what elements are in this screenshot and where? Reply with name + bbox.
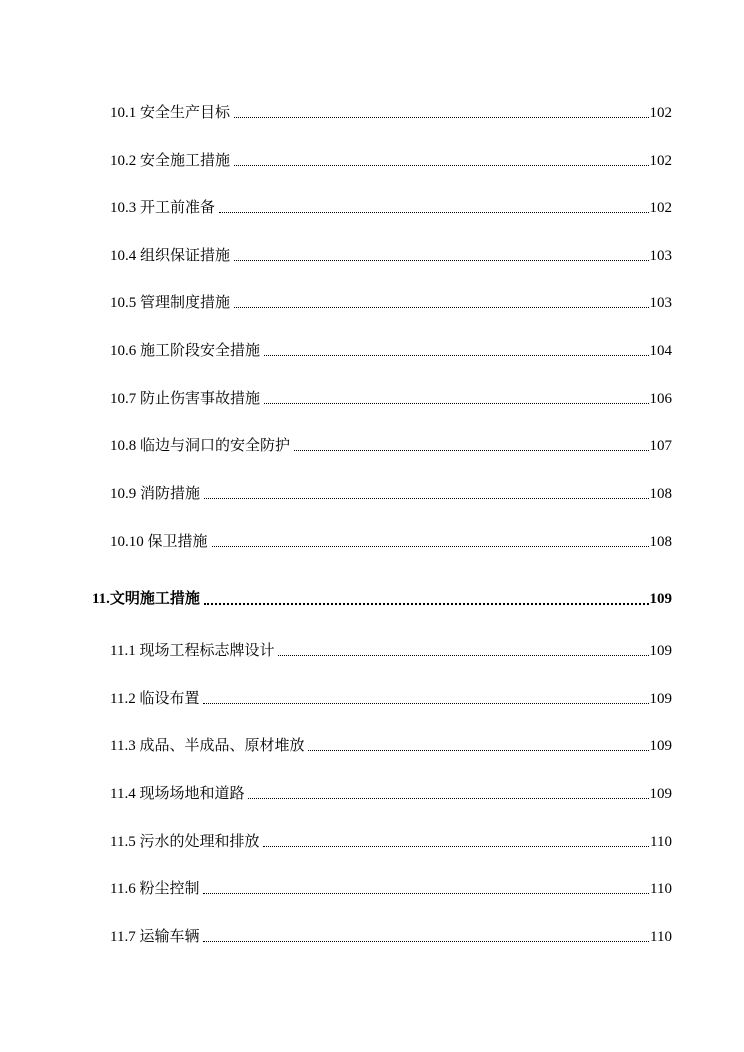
toc-chapter-label: 11.文明施工措施 <box>92 591 200 607</box>
dot-leader <box>204 484 648 504</box>
toc-entry-page: 110 <box>650 881 672 897</box>
toc-entry-page: 109 <box>649 786 672 802</box>
dot-leader <box>203 879 649 899</box>
toc-entry-page: 102 <box>649 105 672 121</box>
toc-entry-11-2[interactable] <box>110 689 672 709</box>
toc-entry-10-5[interactable] <box>110 293 672 313</box>
dot-leader <box>234 246 648 266</box>
toc-entry-11-3[interactable] <box>110 736 672 756</box>
toc-entry-10-4[interactable] <box>110 246 672 266</box>
toc-entry-label: 11.2 临设布置 <box>110 691 200 707</box>
toc-entry-page: 102 <box>649 200 672 216</box>
toc-entry-label: 11.5 污水的处理和排放 <box>110 834 260 850</box>
toc-entry-page: 108 <box>649 486 672 502</box>
toc-entry-label: 10.4 组织保证措施 <box>110 248 231 264</box>
toc-entry-label: 10.2 安全施工措施 <box>110 153 231 169</box>
dot-leader <box>264 341 648 361</box>
toc-entry-10-1[interactable] <box>110 103 672 123</box>
toc-entry-label: 10.6 施工阶段安全措施 <box>110 343 261 359</box>
toc-entry-label: 10.8 临边与洞口的安全防护 <box>110 438 291 454</box>
dot-leader <box>204 589 649 609</box>
dot-leader <box>278 641 648 661</box>
toc-entry-10-7[interactable] <box>110 389 672 409</box>
toc-entry-11-6[interactable] <box>110 879 672 899</box>
toc-entry-label: 11.1 现场工程标志牌设计 <box>110 643 275 659</box>
dot-leader <box>203 689 648 709</box>
toc-entry-label: 10.1 安全生产目标 <box>110 105 231 121</box>
toc-entry-label: 10.7 防止伤害事故措施 <box>110 391 261 407</box>
toc-entry-page: 108 <box>649 534 672 550</box>
toc-entry-label: 10.5 管理制度措施 <box>110 295 231 311</box>
toc-entry-11-1[interactable] <box>110 641 672 661</box>
toc-entry-page: 106 <box>649 391 672 407</box>
toc-entry-label: 11.4 现场场地和道路 <box>110 786 245 802</box>
toc-entry-10-10[interactable] <box>110 532 672 552</box>
toc-entry-10-6[interactable] <box>110 341 672 361</box>
toc-entry-page: 109 <box>649 738 672 754</box>
dot-leader <box>308 736 648 756</box>
toc-entry-label: 11.6 粉尘控制 <box>110 881 200 897</box>
toc-entry-page: 110 <box>650 929 672 945</box>
toc-entry-page: 110 <box>650 834 672 850</box>
toc-entry-label: 10.10 保卫措施 <box>110 534 208 550</box>
dot-leader <box>264 389 648 409</box>
dot-leader <box>219 198 648 218</box>
dot-leader <box>263 832 649 852</box>
toc-entry-label: 10.9 消防措施 <box>110 486 201 502</box>
toc-entry-label: 10.3 开工前准备 <box>110 200 216 216</box>
toc-entry-11-5[interactable] <box>110 832 672 852</box>
toc-chapter-page: 109 <box>649 591 672 607</box>
dot-leader <box>203 927 649 947</box>
toc-entry-page: 107 <box>649 438 672 454</box>
toc-entry-10-2[interactable] <box>110 151 672 171</box>
dot-leader <box>248 784 648 804</box>
toc-entry-11-4[interactable] <box>110 784 672 804</box>
toc-chapter-11[interactable] <box>92 589 672 609</box>
dot-leader <box>294 436 648 456</box>
toc-entry-page: 104 <box>649 343 672 359</box>
toc-entry-10-8[interactable] <box>110 436 672 456</box>
dot-leader <box>234 103 648 123</box>
toc-entry-page: 103 <box>649 295 672 311</box>
toc-entry-10-9[interactable] <box>110 484 672 504</box>
toc-entry-10-3[interactable] <box>110 198 672 218</box>
dot-leader <box>234 293 648 313</box>
dot-leader <box>234 151 648 171</box>
toc-entry-page: 109 <box>649 691 672 707</box>
toc-entry-page: 102 <box>649 153 672 169</box>
toc-entry-page: 103 <box>649 248 672 264</box>
toc-entry-label: 11.3 成品、半成品、原材堆放 <box>110 738 305 754</box>
toc-entry-page: 109 <box>649 643 672 659</box>
dot-leader <box>212 532 649 552</box>
toc-entry-11-7[interactable] <box>110 927 672 947</box>
toc-entry-label: 11.7 运输车辆 <box>110 929 200 945</box>
